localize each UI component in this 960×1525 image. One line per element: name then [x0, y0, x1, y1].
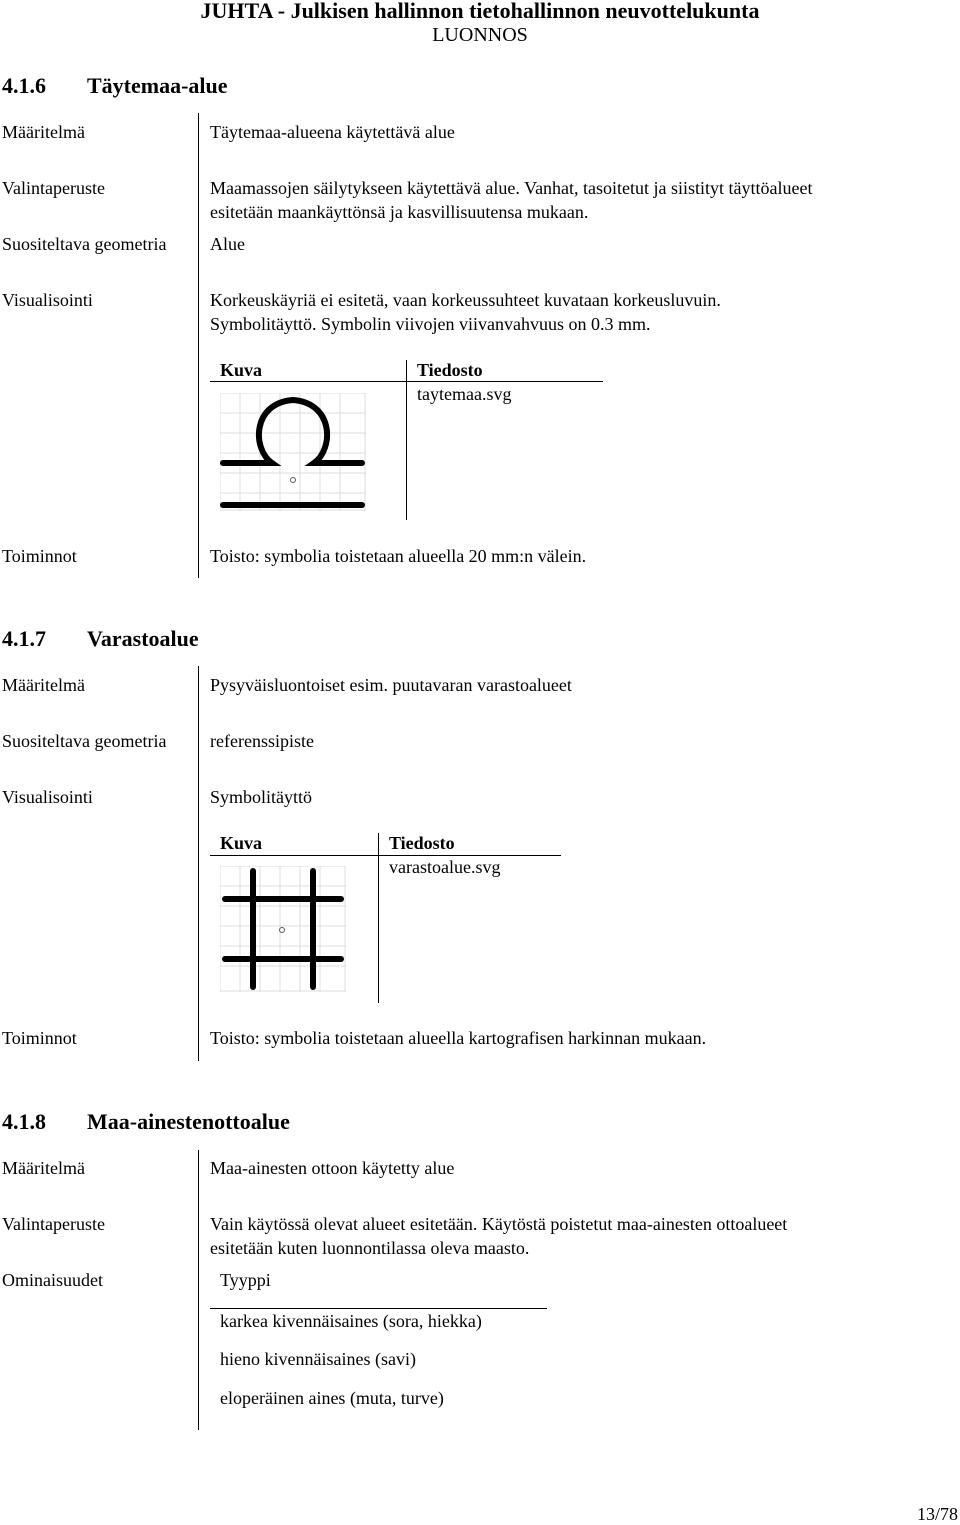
value-geometria: referenssipiste [210, 731, 314, 751]
table-header-rule [210, 855, 561, 856]
value-geometria: Alue [210, 234, 245, 254]
taytemaa-symbol-image [220, 393, 366, 511]
table-header-kuva: Kuva [220, 833, 263, 853]
label-maaritelma: Määritelmä [2, 675, 85, 695]
list-item: eloperäinen aines (muta, turve) [220, 1388, 444, 1408]
label-maaritelma: Määritelmä [2, 1158, 85, 1178]
section-number: 4.1.7 [2, 626, 46, 651]
section-title: Täytemaa-alue [87, 73, 228, 98]
label-geometria: Suositeltava geometria [2, 731, 167, 751]
column-divider [198, 1150, 199, 1430]
label-valintaperuste: Valintaperuste [2, 1214, 105, 1234]
document-header-subtitle: LUONNOS [432, 24, 528, 46]
value-maaritelma: Täytemaa-alueena käytettävä alue [210, 122, 455, 142]
label-geometria: Suositeltava geometria [2, 234, 167, 254]
section-title: Varastoalue [87, 626, 199, 651]
value-valintaperuste-line2: esitetään maankäyttönsä ja kasvillisuutensa mukaan. [210, 202, 589, 222]
label-maaritelma: Määritelmä [2, 122, 85, 142]
value-toiminnot: Toisto: symbolia toistetaan alueella kartografisen harkinnan mukaan. [210, 1028, 707, 1048]
table-header-tiedosto: Tiedosto [389, 833, 455, 853]
section-number: 4.1.6 [2, 73, 46, 98]
value-toiminnot: Toisto: symbolia toistetaan alueella 20 mm:n välein. [210, 546, 587, 566]
table-file-name: taytemaa.svg [417, 384, 512, 404]
varastoalue-symbol-image [220, 866, 346, 992]
label-visualisointi: Visualisointi [2, 290, 93, 310]
page-number: 13/78 [916, 1504, 958, 1524]
value-valintaperuste-line2: esitetään kuten luonnontilassa oleva maasto. [210, 1238, 530, 1258]
value-maaritelma: Pysyväisluontoiset esim. puutavaran varastoalueet [210, 675, 572, 695]
table-header-kuva: Kuva [220, 360, 263, 380]
value-valintaperuste-line1: Maamassojen säilytykseen käytettävä alue. Vanhat, tasoitetut ja siistityt täyttöalueet [210, 178, 813, 198]
section-number: 4.1.8 [2, 1109, 46, 1134]
value-visualisointi-line2: Symbolitäyttö. Symbolin viivojen viivanvahvuus on 0.3 mm. [210, 314, 651, 334]
list-item: hieno kivennäisaines (savi) [220, 1349, 416, 1369]
list-item: karkea kivennäisaines (sora, hiekka) [220, 1311, 482, 1331]
document-header-title: JUHTA - Julkisen hallinnon tietohallinnon neuvottelukunta [200, 0, 760, 23]
value-visualisointi-line1: Korkeuskäyriä ei esitetä, vaan korkeussuhteet kuvataan korkeusluvuin. [210, 290, 721, 310]
table-column-divider [406, 360, 407, 520]
value-maaritelma: Maa-ainesten ottoon käytetty alue [210, 1158, 455, 1178]
label-toiminnot: Toiminnot [2, 1028, 77, 1048]
table-header-tiedosto: Tiedosto [417, 360, 483, 380]
label-visualisointi: Visualisointi [2, 787, 93, 807]
label-toiminnot: Toiminnot [2, 546, 77, 566]
column-divider [198, 666, 199, 1061]
value-visualisointi: Symbolitäyttö [210, 787, 313, 807]
label-valintaperuste: Valintaperuste [2, 178, 105, 198]
table-file-name: varastoalue.svg [389, 857, 501, 877]
type-list-rule [210, 1308, 547, 1309]
table-column-divider [378, 833, 379, 1003]
label-ominaisuudet: Ominaisuudet [2, 1270, 103, 1290]
value-valintaperuste-line1: Vain käytössä olevat alueet esitetään. Käytöstä poistetut maa-ainesten ottoalueet [210, 1214, 788, 1234]
section-title: Maa-ainestenottoalue [87, 1109, 290, 1134]
type-list-header: Tyyppi [220, 1270, 271, 1290]
column-divider [198, 113, 199, 578]
